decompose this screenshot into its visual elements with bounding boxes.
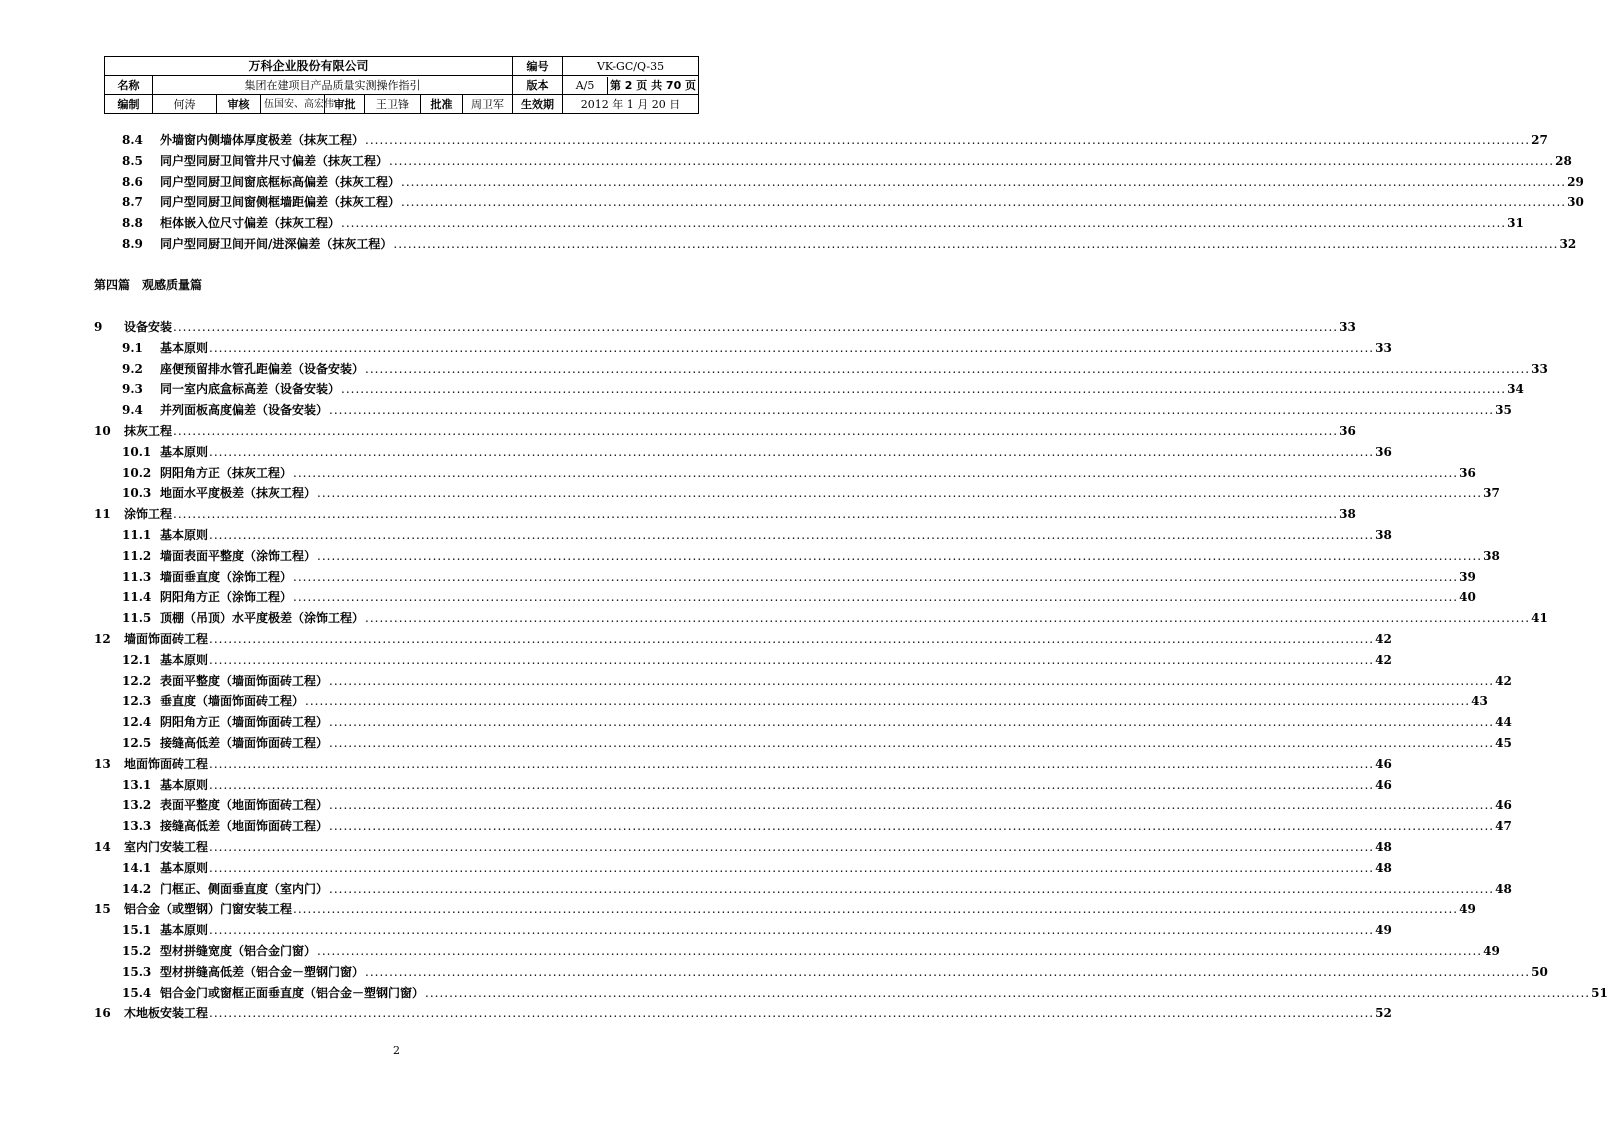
toc-entry-page: 45	[1495, 736, 1512, 750]
toc-entry[interactable]	[122, 795, 1512, 813]
review-value: 伍国安、高宏伟	[261, 95, 325, 114]
toc-entry-page: 36	[1339, 424, 1356, 438]
version-value: A/5	[563, 77, 608, 94]
toc-entry-title: 涂饰工程	[124, 507, 173, 522]
name-value: 集团在建项目产品质量实测操作指引	[153, 76, 513, 95]
toc-entry-title: 柜体嵌入位尺寸偏差（抹灰工程）	[160, 216, 341, 231]
toc-leader-dots	[329, 714, 1494, 730]
toc-entry-page: 28	[1555, 153, 1572, 168]
toc-entry-title: 同户型同厨卫间窗底框标高偏差（抹灰工程）	[160, 174, 401, 189]
toc-leader-dots	[173, 423, 1338, 439]
toc-leader-dots	[209, 340, 1374, 356]
toc-entry-title: 铝合金（或塑钢）门窗安装工程	[124, 902, 293, 917]
toc-entry-title: 设备安装	[124, 320, 173, 334]
toc-entry[interactable]	[122, 400, 1512, 418]
toc-entry-number: 9.3	[122, 382, 143, 397]
toc-entry[interactable]	[122, 587, 1476, 605]
toc-entry-title: 同一室内底盒标高差（设备安装）	[160, 382, 341, 397]
toc-entry-title: 顶棚（吊顶）水平度极差（涂饰工程）	[160, 611, 365, 626]
toc-leader-dots	[293, 589, 1458, 605]
toc-entry[interactable]	[122, 525, 1392, 543]
toc-entry-title: 基本原则	[160, 923, 209, 938]
toc-entry-number: 8.9	[122, 237, 143, 251]
toc-entry[interactable]	[122, 234, 1577, 252]
toc-entry-number: 10.2	[122, 465, 152, 480]
toc-entry-number: 11	[94, 507, 111, 522]
toc-leader-dots	[425, 985, 1590, 1001]
toc-entry-page: 46	[1375, 777, 1392, 792]
toc-entry[interactable]	[122, 775, 1392, 793]
toc-entry-page: 31	[1507, 216, 1524, 231]
toc-entry-page: 33	[1531, 361, 1548, 376]
toc-entry-number: 15.2	[122, 944, 152, 958]
toc-entry[interactable]	[122, 691, 1488, 709]
version-label: 版本	[513, 76, 563, 95]
toc-entry[interactable]	[122, 359, 1548, 377]
toc-entry-page: 42	[1375, 652, 1392, 667]
toc-leader-dots	[365, 132, 1530, 148]
toc-leader-dots	[341, 381, 1506, 397]
toc-entry-number: 14.2	[122, 881, 152, 896]
toc-entry[interactable]	[94, 504, 1356, 522]
toc-entry[interactable]	[94, 629, 1392, 647]
toc-entry[interactable]	[122, 712, 1512, 730]
toc-entry-title: 墙面垂直度（涂饰工程）	[160, 569, 293, 584]
part-label: 第四篇	[94, 278, 131, 292]
toc-entry-title: 外墙窗内侧墙体厚度极差（抹灰工程）	[160, 133, 365, 147]
toc-entry-title: 墙面饰面砖工程	[124, 632, 209, 646]
toc-leader-dots	[329, 673, 1494, 689]
toc-entry[interactable]	[122, 816, 1512, 834]
toc-entry-number: 9.2	[122, 361, 143, 376]
toc-entry-number: 13.3	[122, 819, 152, 834]
toc-entry-page: 50	[1531, 964, 1548, 979]
toc-entry-title: 阴阳角方正（墙面饰面砖工程）	[160, 715, 329, 730]
toc-entry-page: 51	[1591, 985, 1608, 1000]
toc-entry-page: 44	[1495, 715, 1512, 730]
toc-entry-page: 42	[1495, 673, 1512, 688]
toc-leader-dots	[393, 236, 1558, 252]
toc-entry-number: 14.1	[122, 860, 152, 875]
toc-entry-title: 垂直度（墙面饰面砖工程）	[160, 694, 305, 709]
toc-leader-dots	[173, 319, 1338, 335]
approve2-label: 批准	[421, 95, 463, 114]
toc-entry[interactable]	[122, 941, 1500, 959]
toc-entry[interactable]	[122, 338, 1392, 356]
toc-leader-dots	[209, 860, 1374, 876]
toc-entry[interactable]	[122, 962, 1548, 980]
toc-entry[interactable]	[122, 130, 1548, 148]
toc-entry-number: 8.7	[122, 195, 143, 210]
toc-entry[interactable]	[94, 1003, 1392, 1021]
toc-leader-dots	[293, 569, 1458, 585]
approve1-label: 审批	[325, 95, 365, 114]
toc-entry[interactable]	[122, 546, 1500, 564]
toc-entry-number: 9.4	[122, 403, 143, 418]
toc-entry-number: 11.3	[122, 569, 152, 584]
toc-entry-number: 9	[94, 320, 103, 334]
toc-entry-title: 木地板安装工程	[124, 1006, 209, 1021]
toc-entry-page: 49	[1375, 923, 1392, 938]
toc-entry-number: 8.8	[122, 216, 143, 231]
toc-leader-dots	[209, 631, 1374, 647]
company-name: 万科企业股份有限公司	[105, 57, 513, 76]
toc-entry[interactable]	[94, 421, 1356, 439]
toc-entry-page: 42	[1375, 632, 1392, 646]
toc-leader-dots	[209, 444, 1374, 460]
toc-entry-title: 地面饰面砖工程	[124, 756, 209, 771]
toc-leader-dots	[173, 506, 1338, 522]
toc-entry[interactable]	[94, 317, 1356, 335]
toc-entry[interactable]	[122, 567, 1476, 585]
toc-entry-number: 12.2	[122, 673, 152, 688]
toc-entry-title: 门框正、侧面垂直度（室内门）	[160, 881, 329, 896]
toc-leader-dots	[317, 943, 1482, 959]
toc-entry[interactable]	[122, 213, 1524, 231]
toc-entry-title: 同户型同厨卫间管井尺寸偏差（抹灰工程）	[160, 153, 389, 168]
toc-leader-dots	[305, 693, 1470, 709]
toc-entry-number: 8.5	[122, 153, 143, 168]
toc-entry-page: 37	[1483, 486, 1500, 501]
toc-entry[interactable]	[122, 983, 1608, 1001]
toc-entry-page: 36	[1375, 444, 1392, 459]
toc-leader-dots	[293, 901, 1458, 917]
toc-entry[interactable]	[122, 733, 1512, 751]
toc-entry-page: 33	[1375, 340, 1392, 355]
toc-entry-number: 12.4	[122, 715, 152, 730]
toc-entry-title: 阴阳角方正（涂饰工程）	[160, 590, 293, 605]
toc-entry-number: 15.3	[122, 964, 152, 979]
toc-entry-page: 34	[1507, 382, 1524, 397]
review-label: 审核	[217, 95, 261, 114]
toc-entry-number: 11.5	[122, 611, 152, 626]
toc-entry-number: 8.6	[122, 174, 143, 189]
toc-entry-page: 40	[1459, 590, 1476, 605]
toc-entry-page: 38	[1483, 548, 1500, 563]
toc-entry[interactable]	[94, 899, 1476, 917]
toc-leader-dots	[209, 1005, 1374, 1021]
author-value: 何涛	[153, 95, 217, 114]
effective-label: 生效期	[513, 95, 563, 114]
toc-entry[interactable]	[122, 192, 1584, 210]
toc-leader-dots	[401, 174, 1566, 190]
toc-leader-dots	[329, 881, 1494, 897]
toc-entry-page: 32	[1559, 237, 1577, 251]
toc-entry-number: 12.3	[122, 694, 152, 709]
toc-entry-number: 13	[94, 756, 111, 771]
toc-entry-title: 座便预留排水管孔距偏差（设备安装）	[160, 361, 365, 376]
toc-leader-dots	[329, 402, 1494, 418]
toc-leader-dots	[209, 527, 1374, 543]
toc-entry-number: 11.1	[122, 528, 152, 542]
toc-entry-title: 型材拼缝宽度（铝合金门窗）	[160, 944, 317, 958]
toc-entry-page: 47	[1495, 819, 1512, 834]
toc-entry[interactable]	[122, 650, 1392, 668]
toc-entry-title: 铝合金门或窗框正面垂直度（铝合金－塑钢门窗）	[160, 985, 425, 1000]
part-heading	[94, 276, 214, 293]
toc-entry-number: 8.4	[122, 133, 143, 147]
toc-entry-page: 38	[1339, 507, 1356, 522]
name-label: 名称	[105, 76, 153, 95]
toc-entry-page: 49	[1459, 902, 1476, 917]
toc-entry-title: 基本原则	[160, 528, 209, 542]
toc-entry[interactable]	[122, 379, 1524, 397]
toc-entry-page: 41	[1531, 611, 1548, 626]
toc-leader-dots	[365, 964, 1530, 980]
toc-entry-page: 48	[1495, 881, 1512, 896]
toc-entry-page: 33	[1339, 320, 1356, 334]
toc-entry-number: 15	[94, 902, 111, 917]
toc-entry-number: 9.1	[122, 340, 143, 355]
toc-entry-title: 基本原则	[160, 444, 209, 459]
toc-entry-title: 并列面板高度偏差（设备安装）	[160, 403, 329, 418]
toc-entry[interactable]	[122, 151, 1572, 169]
toc-entry-number: 15.4	[122, 985, 152, 1000]
page-info: 第 2 页 共 70 页	[609, 78, 697, 92]
toc-entry[interactable]	[122, 442, 1392, 460]
toc-entry-title: 抹灰工程	[124, 424, 173, 438]
toc-entry-title: 室内门安装工程	[124, 840, 209, 854]
toc-entry-page: 46	[1375, 756, 1392, 771]
effective-value: 2012 年 1 月 20 日	[563, 95, 699, 114]
toc-entry-title: 表面平整度（墙面饰面砖工程）	[160, 673, 329, 688]
toc-leader-dots	[329, 818, 1494, 834]
toc-entry-title: 基本原则	[160, 777, 209, 792]
toc-entry-title: 表面平整度（地面饰面砖工程）	[160, 798, 329, 813]
toc-entry-title: 同户型同厨卫间窗侧框墙距偏差（抹灰工程）	[160, 195, 401, 210]
toc-leader-dots	[209, 756, 1374, 772]
code-label: 编号	[513, 57, 563, 76]
toc-entry-number: 10.3	[122, 486, 152, 501]
part-title: 观感质量篇	[142, 278, 203, 292]
toc-entry-page: 48	[1375, 840, 1392, 854]
toc-entry-page: 38	[1375, 528, 1392, 542]
toc-entry[interactable]	[94, 837, 1392, 855]
toc-leader-dots	[317, 485, 1482, 501]
toc-entry[interactable]	[94, 754, 1392, 772]
version-cell	[563, 76, 699, 95]
toc-entry-number: 11.4	[122, 590, 152, 605]
toc-entry[interactable]	[122, 879, 1512, 897]
toc-entry-title: 接缝高低差（墙面饰面砖工程）	[160, 736, 329, 750]
toc-leader-dots	[293, 465, 1458, 481]
toc-leader-dots	[389, 153, 1554, 169]
toc-entry-number: 15.1	[122, 923, 152, 938]
toc-entry-title: 阴阳角方正（抹灰工程）	[160, 465, 293, 480]
toc-entry-title: 同户型同厨卫间开间/进深偏差（抹灰工程）	[160, 237, 393, 251]
toc-entry[interactable]	[122, 920, 1392, 938]
document-header-table	[104, 56, 699, 114]
toc-leader-dots	[209, 839, 1374, 855]
toc-entry-number: 12.1	[122, 652, 152, 667]
toc-entry-number: 11.2	[122, 548, 152, 563]
toc-entry-number: 10	[94, 424, 111, 438]
toc-leader-dots	[209, 777, 1374, 793]
toc-leader-dots	[329, 797, 1494, 813]
toc-entry-number: 12.5	[122, 736, 152, 750]
toc-entry-title: 基本原则	[160, 340, 209, 355]
toc-entry-page: 52	[1375, 1006, 1392, 1021]
code-value: VK-GC/Q-35	[563, 57, 699, 76]
toc-entry[interactable]	[122, 671, 1512, 689]
toc-entry-title: 接缝高低差（地面饰面砖工程）	[160, 819, 329, 834]
toc-entry-page: 39	[1459, 569, 1476, 584]
toc-entry[interactable]	[122, 858, 1392, 876]
toc-entry-page: 30	[1567, 195, 1584, 210]
toc-leader-dots	[365, 610, 1530, 626]
toc-leader-dots	[209, 652, 1374, 668]
toc-entry-page: 46	[1495, 798, 1512, 813]
toc-entry[interactable]	[122, 172, 1584, 190]
toc-entry-title: 墙面表面平整度（涂饰工程）	[160, 548, 317, 563]
toc-entry-number: 13.2	[122, 798, 152, 813]
toc-leader-dots	[209, 922, 1374, 938]
toc-entry-page: 35	[1495, 403, 1512, 418]
author-label: 编制	[105, 95, 153, 114]
toc-leader-dots	[401, 194, 1566, 210]
toc-entry-number: 16	[94, 1006, 111, 1021]
toc-entry-page: 36	[1459, 465, 1476, 480]
toc-leader-dots	[365, 361, 1530, 377]
toc-entry-page: 29	[1567, 174, 1584, 189]
page-number: 2	[393, 1044, 400, 1057]
toc-entry[interactable]	[122, 463, 1476, 481]
approve2-value: 周卫军	[463, 95, 513, 114]
toc-entry-title: 基本原则	[160, 652, 209, 667]
toc-entry-title: 型材拼缝高低差（铝合金－塑钢门窗）	[160, 964, 365, 979]
toc-leader-dots	[317, 548, 1482, 564]
toc-entry-page: 27	[1531, 133, 1548, 147]
toc-entry-page: 48	[1375, 860, 1392, 875]
toc-entry-number: 10.1	[122, 444, 152, 459]
toc-entry-page: 49	[1483, 944, 1500, 958]
toc-entry-number: 13.1	[122, 777, 152, 792]
toc-leader-dots	[341, 215, 1506, 231]
approve1-value: 王卫锋	[365, 95, 421, 114]
toc-entry-title: 基本原则	[160, 860, 209, 875]
toc-entry-page: 43	[1471, 694, 1488, 709]
toc-entry-number: 14	[94, 840, 111, 854]
toc-entry[interactable]	[122, 608, 1548, 626]
toc-entry-number: 12	[94, 632, 111, 646]
toc-leader-dots	[329, 735, 1494, 751]
toc-entry-title: 地面水平度极差（抹灰工程）	[160, 486, 317, 501]
toc-entry[interactable]	[122, 483, 1500, 501]
